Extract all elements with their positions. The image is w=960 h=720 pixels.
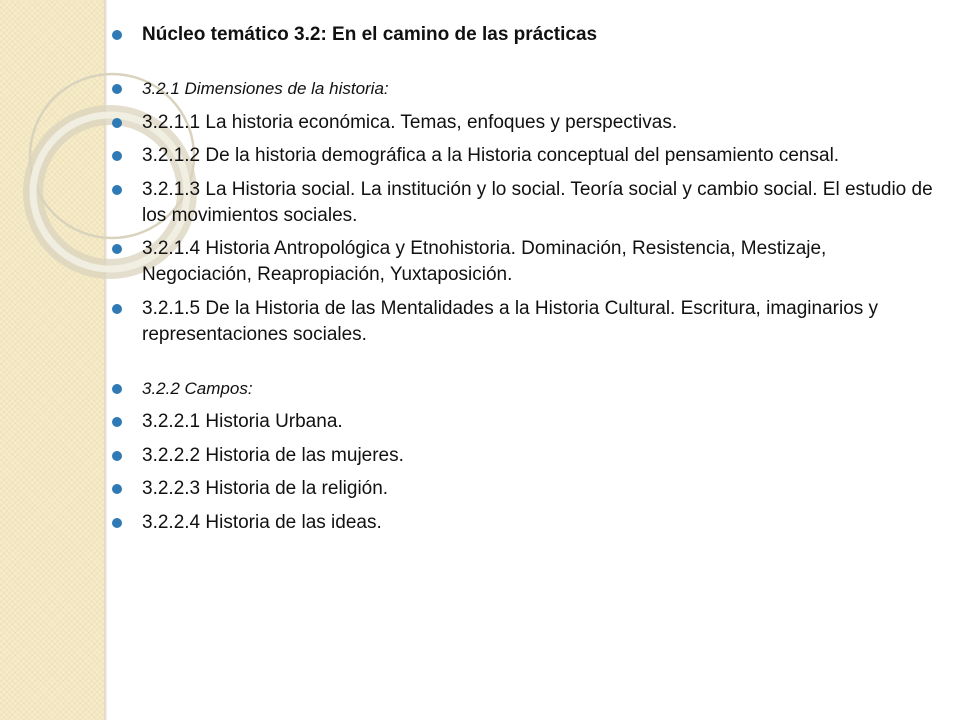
list-item-text: 3.2.1.5 De la Historia de las Mentalidades a la Historia Cultural. Escritura, imaginarios y representaciones sociales.: [142, 297, 879, 345]
bullet-icon: [112, 384, 122, 394]
list-item: [108, 510, 938, 536]
bullet-icon: [112, 84, 122, 94]
list-item-text: 3.2.1.4 Historia Antropológica y Etnohistoria. Dominación, Resistencia, Mestizaje, Negociación, Reapropiación, Yuxtaposición.: [142, 238, 827, 285]
bullet-icon: [112, 304, 122, 314]
bullet-icon: [112, 118, 122, 128]
list-item: [108, 177, 938, 229]
bullet-icon: [112, 451, 122, 461]
list-item-text: 3.2.2.3 Historia de la religión.: [142, 478, 389, 499]
list-item-text: 3.2.1.3 La Historia social. La institución y lo social. Teoría social y cambio social. El estudio de los movimientos sociales.: [142, 178, 933, 226]
list-item: [108, 236, 938, 288]
section-heading: 3.2.1 Dimensiones de la historia:: [142, 79, 389, 98]
bullet-icon: [112, 185, 122, 195]
list-item-text: 3.2.2.1 Historia Urbana.: [142, 411, 343, 432]
slide-content: [108, 22, 938, 543]
bullet-list: [108, 22, 938, 536]
list-item-text: 3.2.2.2 Historia de las mujeres.: [142, 444, 404, 466]
list-item-text: 3.2.2.4 Historia de las ideas.: [142, 511, 382, 533]
list-item-section-2-heading: [108, 376, 938, 402]
list-item-section-1-heading: [108, 76, 938, 102]
list-item: [108, 476, 938, 502]
slide-title: Núcleo temático 3.2: En el camino de las prácticas: [142, 24, 598, 45]
bullet-icon: [112, 484, 122, 494]
list-item: [108, 409, 938, 435]
bullet-icon: [112, 244, 122, 254]
bullet-icon: [112, 30, 122, 40]
list-item: [108, 443, 938, 469]
bullet-icon: [112, 518, 122, 528]
bullet-icon: [112, 417, 122, 427]
list-item-text: 3.2.1.2 De la historia demográfica a la Historia conceptual del pensamiento censal.: [142, 145, 840, 166]
list-item: [108, 296, 938, 348]
list-item-title: [108, 22, 938, 48]
list-item-text: 3.2.1.1 La historia económica. Temas, enfoques y perspectivas.: [142, 111, 678, 133]
list-item: [108, 110, 938, 136]
bullet-icon: [112, 151, 122, 161]
section-heading: 3.2.2 Campos:: [142, 378, 253, 398]
list-item: [108, 143, 938, 169]
